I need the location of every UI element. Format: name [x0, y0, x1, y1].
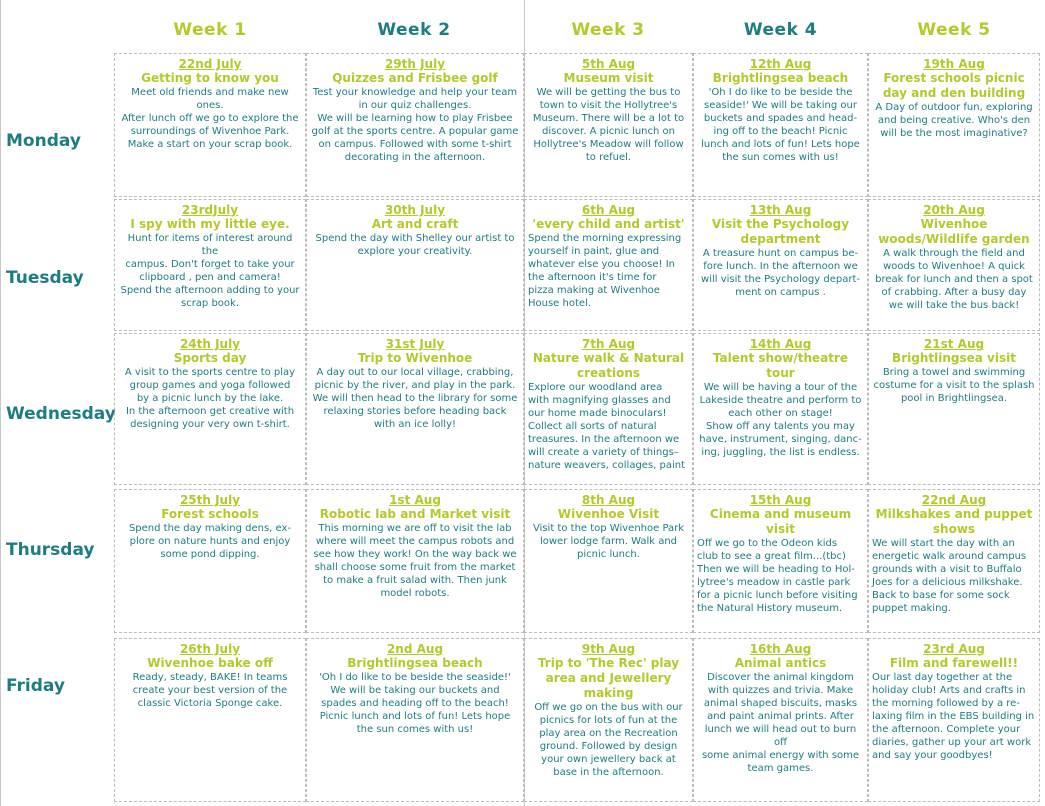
cell-title: 'every child and artist': [532, 217, 685, 231]
schedule-cell-monday-week5: [868, 53, 1040, 197]
cell-description: 'Oh I do like to be beside the seaside!' We will be taking our buckets and spades and head- ing off to the beach! Picnic lunch and lots of fun! Lets hope the sun comes with us!: [701, 87, 860, 163]
cell-title: Museum visit: [563, 71, 654, 85]
cell-description: We will be getting the bus to town to visit the Hollytree's Museum. There will be a lot to discover. A picnic lunch on Hollytree's Meadow will follow to refuel.: [532, 87, 685, 163]
cell-description: Off we go on the bus with our picnics for lots of fun at the play area on the Recreation ground. Followed by design your own jewellery back at base in the afternoon.: [534, 702, 683, 778]
schedule-cell-monday-week3: [524, 53, 693, 197]
schedule-cell-thursday-week1: [114, 489, 306, 633]
cell-description: Visit to the top Wivenhoe Park lower lodge farm. Walk and picnic lunch.: [532, 523, 685, 560]
cell-description: Hunt for items of interest around the campus. Don't forget to take your clipboard , pen and camera! Spend the afternoon adding to your scrap book.: [120, 233, 300, 309]
cell-title: Trip to 'The Rec' play area and Jewellery making: [537, 656, 680, 700]
cell-title: Brightlingsea beach: [712, 71, 849, 85]
cell-description: A treasure hunt on campus be- fore lunch. In the afternoon we will visit the Psychology depart- ment on campus .: [701, 248, 860, 298]
cell-title: Sports day: [173, 351, 247, 365]
day-label-thursday: Thursday: [6, 540, 95, 560]
schedule-cell-friday-week4: [693, 638, 868, 802]
schedule-cell-monday-week2: [306, 53, 524, 197]
cell-date: 14th Aug: [749, 337, 812, 351]
cell-date: 25th July: [179, 493, 241, 507]
cell-date: 9th Aug: [581, 642, 636, 656]
cell-date: 26th July: [179, 642, 241, 656]
cell-title: Brightlingsea visit: [892, 351, 1016, 365]
cell-date: 30th July: [384, 203, 446, 217]
cell-date: 15th Aug: [749, 493, 812, 507]
cell-description: A Day of outdoor fun, exploring and being creative. Who's den will be the most imaginative?: [875, 102, 1033, 139]
cell-title: Cinema and museum visit: [709, 507, 852, 536]
schedule-cell-tuesday-week3: [524, 199, 693, 331]
cell-description: Spend the day making dens, ex- plore on nature hunts and enjoy some pond dipping.: [128, 523, 292, 560]
schedule-cell-thursday-week5: [868, 489, 1040, 633]
cell-date: 23rd Aug: [923, 642, 985, 656]
cell-description: A visit to the sports centre to play group games and yoga followed by a picnic lunch by the lake. In the afternoon get creative with designing your very own t-shirt.: [124, 367, 296, 430]
cell-date: 22nd July: [178, 57, 242, 71]
cell-description: A walk through the field and woods to Wivenhoe! A quick break for lunch and then a spot of crabbing. After a busy day we will take the bus back!: [875, 248, 1033, 311]
cell-date: 23rdJuly: [181, 203, 239, 217]
cell-date: 7th Aug: [581, 337, 636, 351]
day-label-friday: Friday: [6, 676, 65, 696]
schedule-cell-friday-week1: [114, 638, 306, 802]
week-4-header: Week 4: [743, 20, 818, 40]
week-2-header: Week 2: [377, 20, 451, 40]
schedule-cell-wednesday-week2: [306, 333, 524, 485]
cell-description: Spend the day with Shelley our artist to explore your creativity.: [315, 233, 515, 257]
schedule-cell-friday-week5: [868, 638, 1040, 802]
cell-description: Spend the morning expressing yourself in paint, glue and whatever else you choose! In the afternoon it's time for pizza making at Wivenhoe House hotel.: [528, 233, 682, 309]
cell-description: Explore our woodland area with magnifying glasses and our home made binoculars! Collect all sorts of natural treasures. In the afternoon we will create a variety of things– nature weavers, collages, paint: [528, 382, 686, 471]
cell-title: Robotic lab and Market visit: [319, 507, 511, 521]
schedule-cell-thursday-week2: [306, 489, 524, 633]
schedule-cell-wednesday-week1: [114, 333, 306, 485]
day-label-tuesday: Tuesday: [6, 268, 84, 288]
schedule-cell-wednesday-week5: [868, 333, 1040, 485]
cell-date: 21st Aug: [923, 337, 985, 351]
cell-date: 22nd Aug: [921, 493, 987, 507]
cell-date: 31st July: [385, 337, 445, 351]
cell-title: Forest schools: [161, 507, 259, 521]
schedule-cell-friday-week2: [306, 638, 524, 802]
cell-title: Film and farewell!!: [889, 656, 1019, 670]
cell-title: I spy with my little eye.: [130, 217, 290, 231]
cell-description: We will be having a tour of the Lakeside theatre and perform to each other on stage! Show off any talents you may have, instrument, singing, danc- ing, juggling, the list is endless.: [699, 382, 862, 458]
cell-title: Nature walk & Natural creations: [532, 351, 685, 380]
cell-title: Milkshakes and puppet shows: [875, 507, 1033, 536]
cell-date: 2nd Aug: [386, 642, 444, 656]
cell-description: Off we go to the Odeon kids club to see a great film...(tbc) Then we will be heading to Hol- lytree's meadow in castle park for a picnic lunch before visiting the Natural History museum.: [697, 538, 858, 614]
cell-description: Our last day together at the holiday club! Arts and crafts in the morning followed by a re- laxing film in the EBS building in the afternoon. Complete your diaries, gather up your art work and say your goodbyes!: [872, 672, 1035, 761]
schedule-cell-thursday-week4: [693, 489, 868, 633]
schedule-cell-monday-week1: [114, 53, 306, 197]
cell-description: This morning we are off to visit the lab where will meet the campus robots and see how they work! On the way back we shall choose some fruit from the market to make a fruit salad with. Then junk model robots.: [313, 523, 517, 599]
schedule-cell-tuesday-week1: [114, 199, 306, 331]
cell-description: Meet old friends and make new ones. After lunch off we go to explore the surroundings of Wivenhoe Park. Make a start on your scrap book.: [121, 87, 299, 150]
cell-title: Visit the Psychology department: [711, 217, 850, 246]
day-label-wednesday: Wednesday: [6, 404, 116, 424]
cell-date: 20th Aug: [923, 203, 985, 217]
day-label-monday: Monday: [6, 131, 81, 151]
cell-date: 12th Aug: [749, 57, 812, 71]
week-1-header: Week 1: [173, 20, 247, 40]
schedule-cell-monday-week4: [693, 53, 868, 197]
cell-date: 6th Aug: [581, 203, 636, 217]
schedule-cell-tuesday-week5: [868, 199, 1040, 331]
week-5-header: Week 5: [917, 20, 991, 40]
cell-description: Test your knowledge and help your team in our quiz challenges. We will be learning how to play Frisbee golf at the sports centre. A popular game on campus. Followed with some t-shirt decorating in the afternoon.: [311, 87, 519, 163]
cell-title: Wivenhoe woods/Wildlife garden: [878, 217, 1030, 246]
schedule-cell-friday-week3: [524, 638, 693, 802]
cell-date: 13th Aug: [749, 203, 812, 217]
cell-date: 1st Aug: [389, 493, 441, 507]
schedule-cell-wednesday-week4: [693, 333, 868, 485]
cell-title: Wivenhoe Visit: [557, 507, 660, 521]
cell-date: 19th Aug: [923, 57, 985, 71]
cell-date: 24th July: [179, 337, 241, 351]
schedule-cell-tuesday-week4: [693, 199, 868, 331]
cell-title: Wivenhoe bake off: [147, 656, 273, 670]
cell-description: 'Oh I do like to be beside the seaside!' We will be taking our buckets and spades and heading off to the beach! Picnic lunch and lots of fun! Lets hope the sun comes with us!: [319, 672, 511, 735]
cell-date: 16th Aug: [749, 642, 812, 656]
schedule-cell-thursday-week3: [524, 489, 693, 633]
cell-title: Animal antics: [734, 656, 827, 670]
cell-title: Talent show/theatre tour: [712, 351, 849, 380]
cell-title: Brightlingsea beach: [347, 656, 483, 670]
schedule-cell-wednesday-week3: [524, 333, 693, 485]
cell-date: 29th July: [384, 57, 446, 71]
cell-description: A day out to our local village, crabbing, picnic by the river, and play in the park. We will then head to the library for some relaxing stories before heading back with an ice lolly!: [312, 367, 518, 430]
cell-description: Discover the animal kingdom with quizzes and trivia. Make animal shaped biscuits, masks and paint animal prints. After lunch we will head out to burn off some animal energy with some team games.: [701, 672, 860, 774]
cell-date: 8th Aug: [581, 493, 636, 507]
cell-description: Ready, steady, BAKE! In teams create your best version of the classic Victoria Sponge cake.: [132, 672, 288, 709]
cell-description: We will start the day with an energetic walk around campus grounds with a visit to Buffalo Joes for a delicious milkshake. Back to base for some sock puppet making.: [872, 538, 1027, 614]
cell-date: 5th Aug: [581, 57, 636, 71]
cell-title: Trip to Wivenhoe: [357, 351, 473, 365]
cell-title: Quizzes and Frisbee golf: [332, 71, 498, 85]
cell-title: Getting to know you: [141, 71, 279, 85]
cell-title: Forest schools picnic day and den building: [882, 71, 1026, 100]
cell-description: Bring a towel and swimming costume for a visit to the splash pool in Brightlingsea.: [873, 367, 1035, 404]
left-border-line: [0, 0, 1, 806]
week-3-header: Week 3: [571, 20, 645, 40]
schedule-cell-tuesday-week2: [306, 199, 524, 331]
cell-title: Art and craft: [371, 217, 459, 231]
